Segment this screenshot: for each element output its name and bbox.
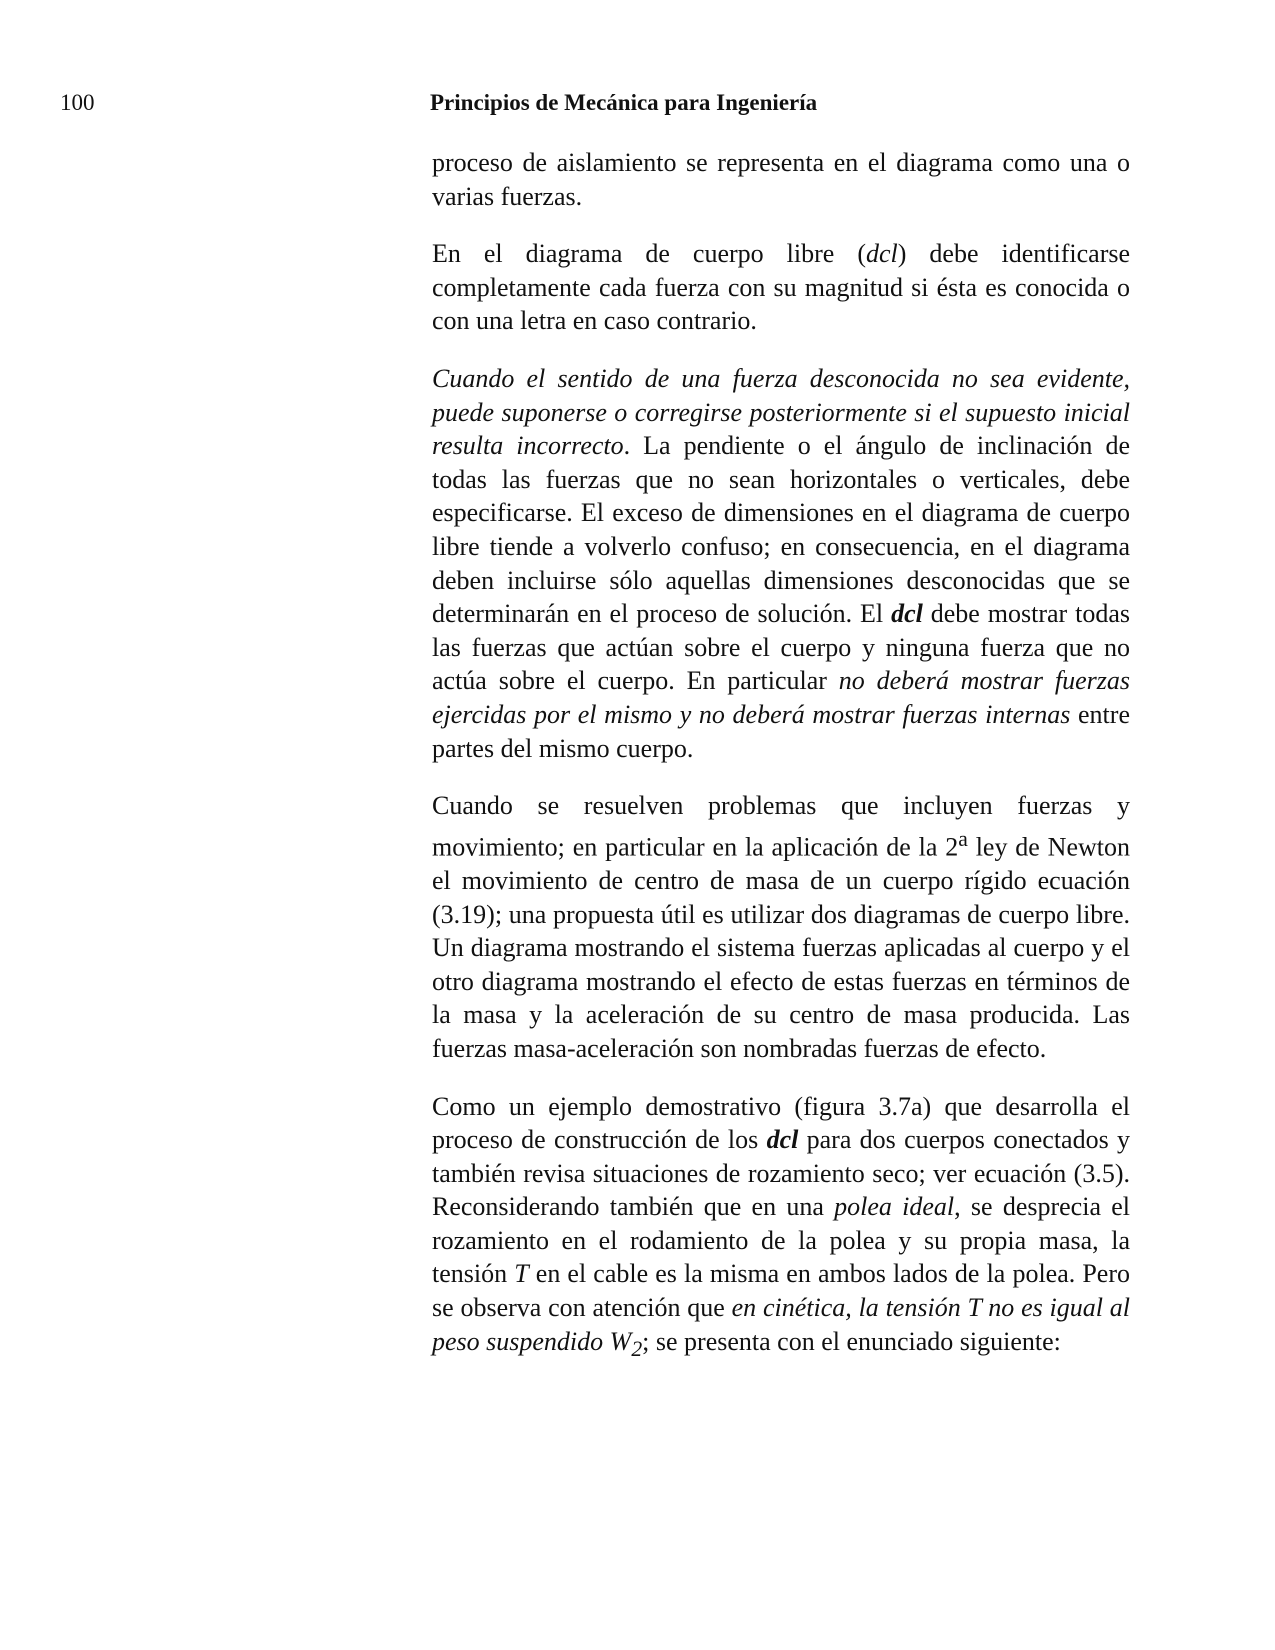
text-span: , se desprecia el rozamiento en el rodamiento de la polea y su propia masa, la tensión (432, 1192, 1130, 1289)
text-span: ; se presenta con el enunciado siguiente: (642, 1326, 1061, 1356)
text-span: Cuando se resuelven problemas que incluyen fuerzas y movimiento; en particular en la aplicación de la 2 (432, 791, 1130, 862)
page-number: 100 (60, 90, 95, 115)
running-title: Principios de Mecánica para Ingeniería (430, 90, 818, 115)
text-span: ) debe identificarse completamente cada fuerza con su magnitud si ésta es conocida o con una letra en caso contrario. (432, 239, 1131, 336)
superscript: a (958, 826, 968, 851)
text-span: debe mostrar todas las fuerzas que actúan sobre el cuerpo y ninguna fuerza que no actúa sobre el cuerpo. En particular (432, 599, 1130, 696)
bold-dcl: dcl (766, 1125, 799, 1155)
italic-polea-ideal: polea ideal (834, 1192, 955, 1222)
text-span: en cinética, la tensión T no es igual al peso suspendido W (432, 1293, 1130, 1356)
paragraph-1 (432, 146, 1130, 213)
paragraph-4 (432, 789, 1130, 1065)
text-span: ley de Newton el movimiento de centro de masa de un cuerpo rígido ecuación (3.19); una propuesta útil es utilizar dos diagramas de cuerpo libre. Un diagrama mostrando el sistema fuerzas aplicadas al cuerpo y el otro diagrama mostrando el efecto de estas fuerzas en términos de la masa y la aceleración de su centro de masa producida. Las fuerzas masa-aceleración son nombradas fuerzas de efecto. (432, 832, 1130, 1063)
text-span: Como un ejemplo demostrativo (figura 3.7a) que desarrolla el proceso de construcción de los (432, 1091, 1130, 1155)
italic-emphasis: Cuando el sentido de una fuerza desconocida no sea evidente, puede suponerse o corregirse posteriormente si el supuesto inicial resulta incorrecto (432, 363, 1130, 461)
subscript: 2 (631, 1336, 643, 1361)
text-span: proceso de aislamiento se representa en el diagrama como una o varias fuerzas. (432, 148, 1130, 211)
bold-dcl: dcl (891, 599, 923, 629)
paragraph-5 (432, 1090, 1130, 1367)
italic-T: T (514, 1259, 529, 1289)
paragraph-2 (432, 237, 1130, 338)
text-span: para dos cuerpos conectados y también revisa situaciones de rozamiento seco; ver ecuación (3.5). Reconsiderando también que en una (432, 1125, 1131, 1222)
text-span: en el cable es la misma en ambos lados de la polea. Pero se observa con atención que (432, 1259, 1131, 1323)
paragraph-3 (432, 362, 1130, 765)
italic-dcl: dcl (866, 239, 898, 269)
body-text (432, 146, 1130, 1390)
italic-emphasis: no deberá mostrar fuerzas ejercidas por el mismo y no deberá mostrar fuerzas internas (432, 666, 1131, 729)
text-span: . La pendiente o el ángulo de inclinación de todas las fuerzas que no sean horizontales o verticales, debe especificarse. El exceso de dimensiones en el diagrama de cuerpo libre tiende a volverlo confuso; en consecuencia, en el diagrama deben incluirse sólo aquellas dimensiones desconocidas que se determinarán en el proceso de solución. El (432, 431, 1130, 629)
text-span: En el diagrama de cuerpo libre ( (432, 239, 866, 269)
text-span: entre partes del mismo cuerpo. (432, 699, 1130, 763)
